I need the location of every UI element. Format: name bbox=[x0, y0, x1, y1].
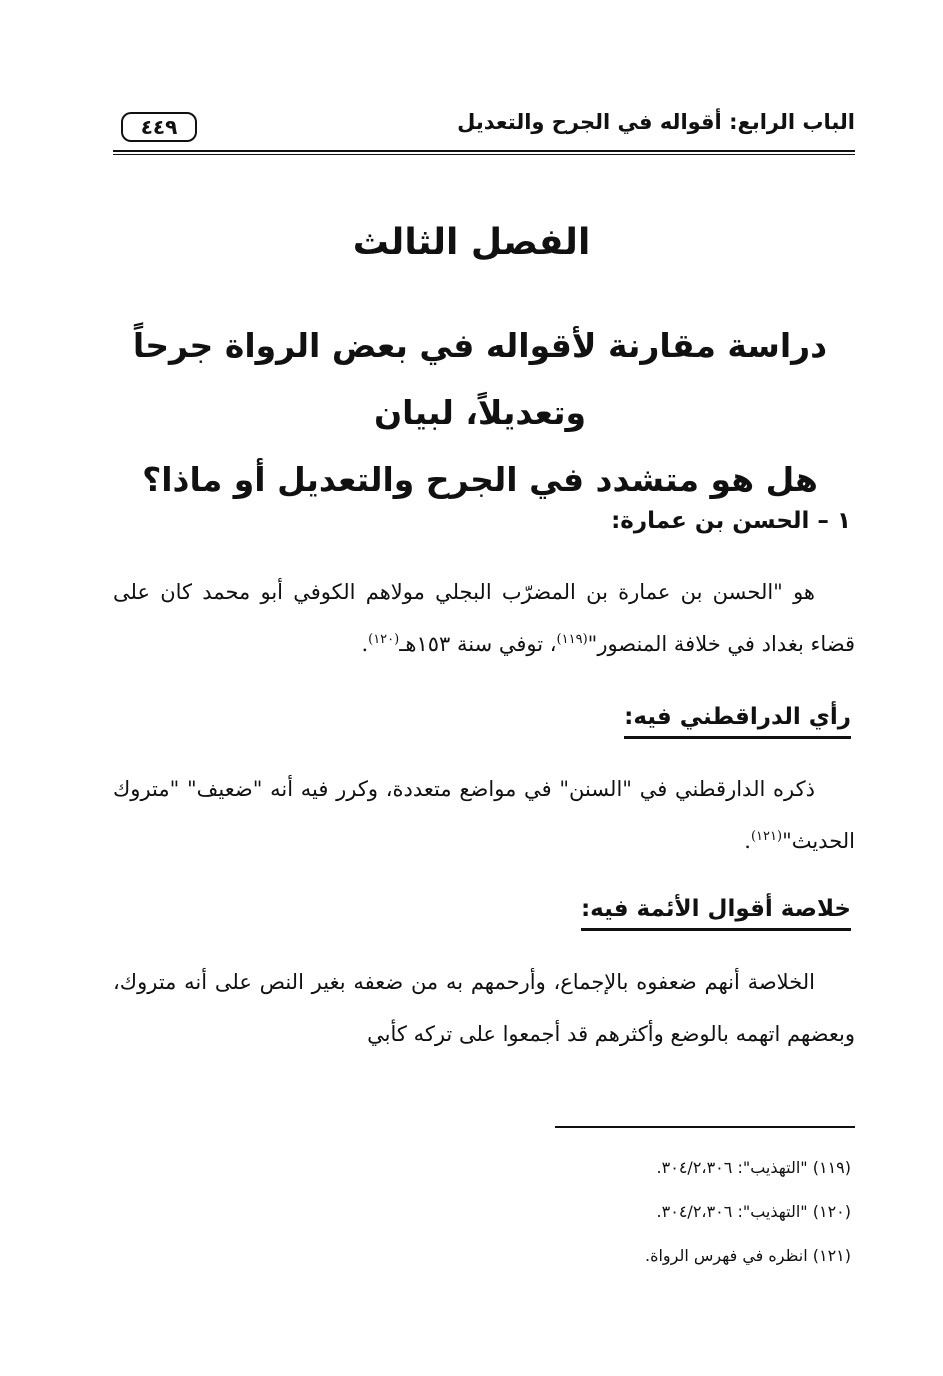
running-title: الباب الرابع: أقواله في الجرح والتعديل bbox=[457, 110, 855, 134]
bio-end: . bbox=[361, 632, 369, 656]
chapter-title-line-2: هل هو متشدد في الجرح والتعديل أو ماذا؟ bbox=[142, 460, 818, 499]
footnote-ref-120[interactable]: (١٢٠) bbox=[368, 632, 400, 647]
footnote-ref-119[interactable]: (١١٩) bbox=[556, 632, 588, 647]
daraqutni-paragraph bbox=[113, 763, 855, 867]
chapter-label: الفصل الثالث bbox=[352, 222, 591, 263]
bio-text: هو "الحسن بن عمارة بن المضرّب البجلي مولاهم الكوفي أبو محمد كان على قضاء بغداد في خلافة المنصور" bbox=[113, 580, 855, 656]
page-number: ٤٤٩ bbox=[121, 112, 197, 142]
summary-heading: خلاصة أقوال الأئمة فيه: bbox=[581, 896, 851, 931]
footnotes bbox=[451, 1146, 851, 1278]
footnote-separator bbox=[555, 1126, 855, 1128]
footnote-119: (١١٩) "التهذيب": ٣٠٤/٢،٣٠٦. bbox=[656, 1158, 851, 1177]
footnote-121: (١٢١) انظره في فهرس الرواة. bbox=[644, 1246, 851, 1265]
chapter-title bbox=[100, 312, 860, 513]
daraqutni-end: . bbox=[744, 829, 751, 853]
daraqutni-text: ذكره الدارقطني في "السنن" في مواضع متعددة، وكرر فيه أنه "ضعيف" "متروك الحديث" bbox=[113, 777, 855, 853]
running-header bbox=[113, 100, 855, 148]
daraqutni-heading: رأي الدراقطني فيه: bbox=[624, 704, 851, 739]
footnote-120: (١٢٠) "التهذيب": ٣٠٤/٢،٣٠٦. bbox=[656, 1202, 851, 1221]
footnote-ref-121[interactable]: (١٢١) bbox=[750, 829, 783, 844]
bio-text-2: ، توفي سنة ١٥٣هـ bbox=[399, 632, 557, 656]
chapter-title-line-1: دراسة مقارنة لأقواله في بعض الرواة جرحاً وتعديلاً، لبيان bbox=[132, 326, 828, 432]
entry-heading: ١ – الحسن بن عمارة: bbox=[611, 508, 851, 534]
header-rule bbox=[113, 150, 855, 156]
summary-text: الخلاصة أنهم ضعفوه بالإجماع، وأرحمهم به من ضعفه بغير النص على أنه متروك، وبعضهم اتهمه بالوضع وأكثرهم قد أجمعوا على تركه كأبي bbox=[113, 970, 855, 1046]
summary-paragraph bbox=[113, 956, 855, 1060]
bio-paragraph bbox=[113, 566, 855, 670]
